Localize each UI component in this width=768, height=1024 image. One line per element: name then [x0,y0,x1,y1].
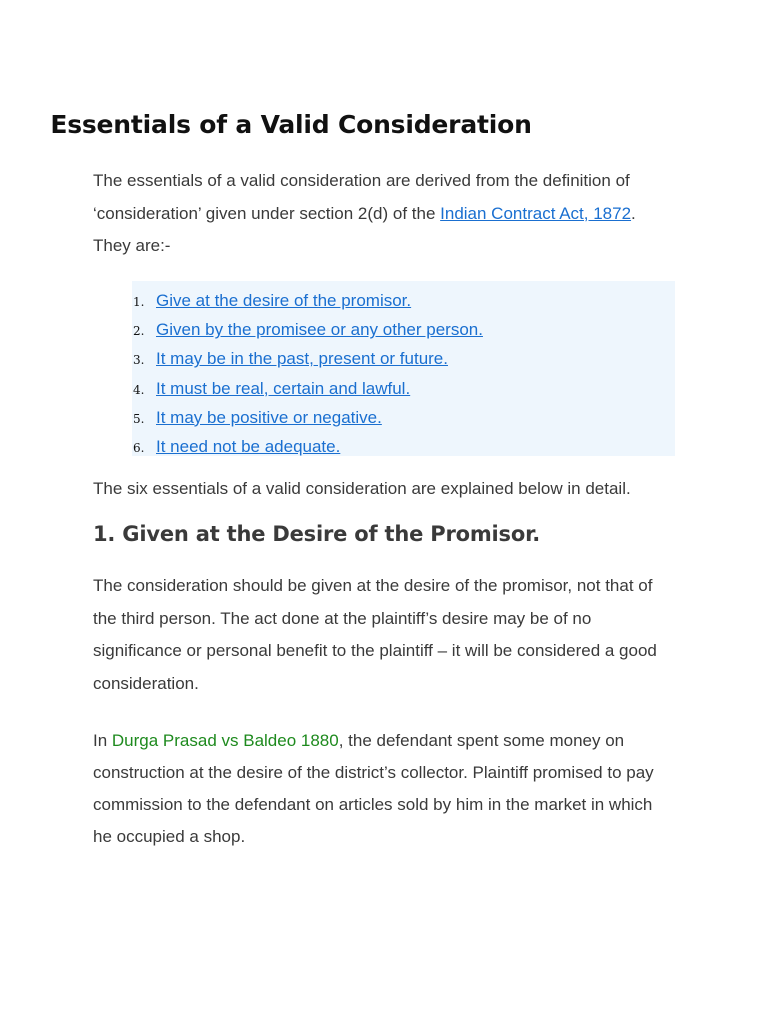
page-title: Essentials of a Valid Consideration [50,110,532,139]
summary-text: The six essentials of a valid consideration are explained below in detail. [93,479,631,498]
toc-link-desire-of-promisor[interactable]: Give at the desire of the promisor. [156,291,412,310]
toc-link-real-certain-lawful[interactable]: It must be real, certain and lawful. [156,378,411,398]
toc-number: 3. [133,353,145,368]
list-item [132,432,483,461]
indian-contract-act-link[interactable]: Indian Contract Act, 1872 [440,203,632,223]
toc-number: 6. [133,440,145,455]
case-link-durga-prasad[interactable]: Durga Prasad vs Baldeo 1880 [111,731,339,750]
case-prefix: In [93,731,112,750]
list-item [132,374,483,403]
toc-number: 1. [133,295,145,309]
intro-paragraph [93,165,675,263]
list-item [132,403,483,432]
list-item [132,286,483,315]
case-text: , the defendant spent some money on construction at the desire of the district’s collector. Plaintiff promised to pay commission to the defendant on articles sold by him in the market in which he occupied a shop. [93,731,654,846]
table-of-contents [132,281,675,456]
list-item [132,344,483,373]
section-paragraph: The consideration should be given at the desire of the promisor, not that of the third person. The act done at the plaintiff’s desire may be of no significance or personal benefit to the plaintiff – it will be considered a good consideration. [93,576,657,693]
toc-link-promisee-or-other[interactable]: Given by the promisee or any other person. [156,320,483,340]
list-item [132,315,483,344]
toc-list [132,286,483,461]
toc-link-not-adequate[interactable]: It need not be adequate. [156,436,341,456]
toc-number: 2. [133,324,145,339]
section-heading: 1. Given at the Desire of the Promisor. [93,522,541,546]
toc-number: 5. [133,411,145,426]
intro-text-end: . They are:- [93,203,636,255]
toc-link-positive-negative[interactable]: It may be positive or negative. [156,407,382,427]
intro-text: The essentials of a valid consideration are derived from the definition of ‘consideration’ given under section 2(d) of the [93,171,630,223]
case-paragraph [93,725,675,853]
toc-link-past-present-future[interactable]: It may be in the past, present or future. [156,349,448,369]
toc-number: 4. [133,382,145,397]
